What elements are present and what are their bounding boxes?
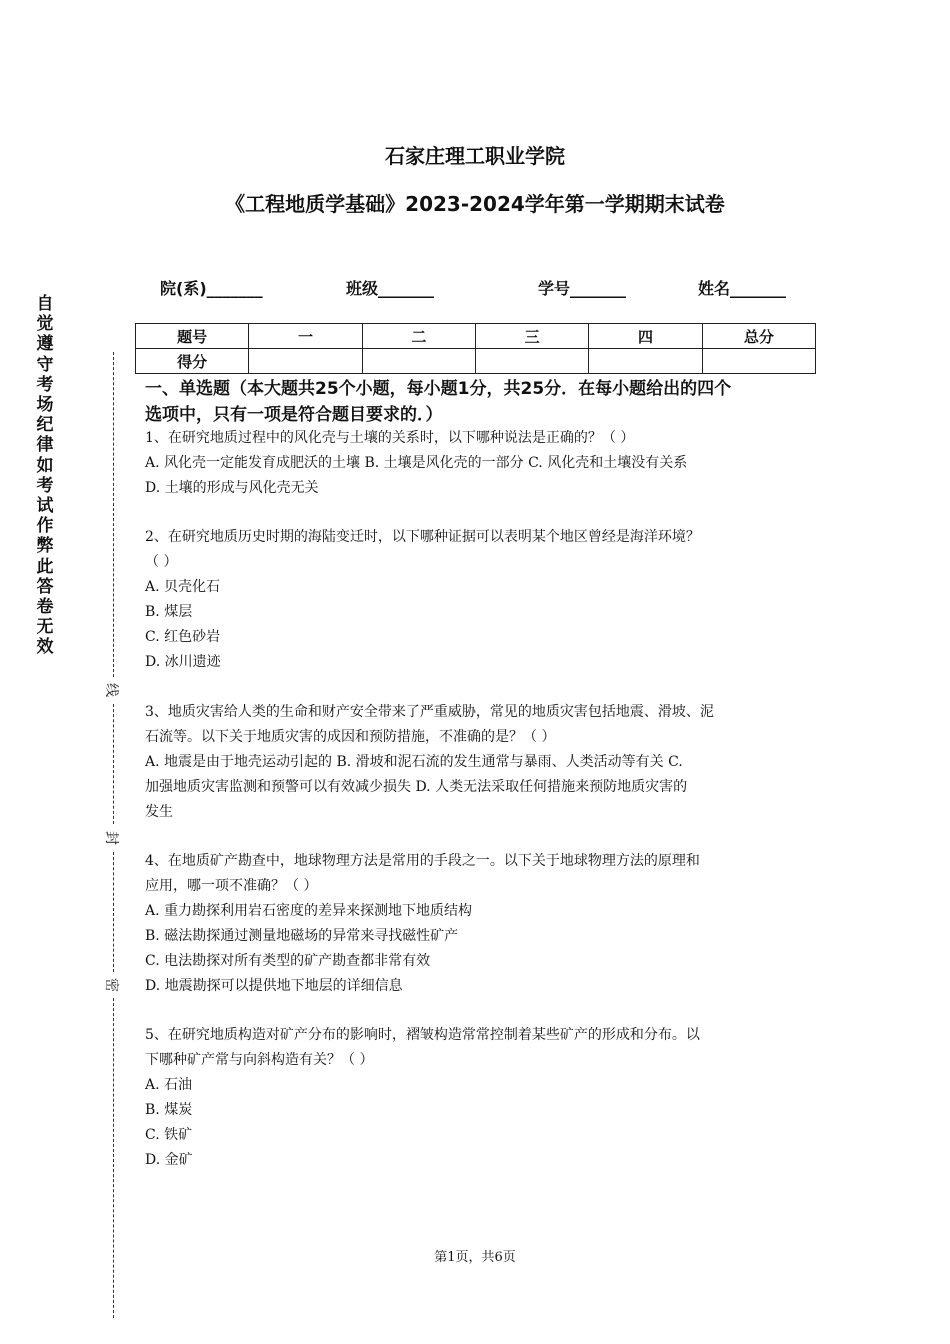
score-cell [249, 349, 362, 374]
score-table [135, 323, 816, 374]
score-cell [475, 349, 588, 374]
section-heading [145, 376, 825, 428]
score-table-header-cell: 三 [475, 324, 588, 349]
exam-discipline-warning: 自觉遵守考场纪律如考试作弊此答卷无效 [36, 294, 54, 658]
seal-dashed-line [113, 704, 114, 824]
section-heading-line: 选项中，只有一项是符合题目要求的．） [145, 405, 443, 425]
exam-title: 《工程地质学基础》2023-2024学年第一学期期末试卷 [225, 192, 725, 216]
question-5-option-a: A. 石油 [145, 1077, 193, 1093]
score-cell [702, 349, 815, 374]
score-table-header-cell: 总分 [702, 324, 815, 349]
question-1-options: D. 土壤的形成与风化壳无关 [145, 480, 319, 496]
school-name: 石家庄理工职业学院 [385, 144, 565, 168]
question-3-stem: 3、地质灾害给人类的生命和财产安全带来了严重威胁，常见的地质灾害包括地震、滑坡、泥 [145, 704, 714, 720]
question-5-option-c: C. 铁矿 [145, 1127, 193, 1143]
question-2-option-b: B. 煤层 [145, 604, 193, 620]
question-4-option-c: C. 电法勘探对所有类型的矿产勘查都非常有效 [145, 953, 431, 969]
page-number: 第1页，共6页 [434, 1250, 516, 1265]
question-4-option-b: B. 磁法勘探通过测量地磁场的异常来寻找磁性矿产 [145, 928, 459, 944]
question-2-stem: （ ） [145, 554, 178, 570]
score-table-header-cell: 一 [249, 324, 362, 349]
question-4-option-d: D. 地震勘探可以提供地下地层的详细信息 [145, 978, 403, 994]
seal-dashed-line [113, 998, 114, 1318]
seal-dashed-line [113, 352, 114, 677]
question-5-stem: 下哪种矿产常与向斜构造有关？（ ） [145, 1052, 374, 1068]
score-table-header-row [136, 324, 816, 349]
question-2-option-c: C. 红色砂岩 [145, 629, 221, 645]
section-heading-line: 一、单选题（本大题共25个小题，每小题1分，共25分．在每小题给出的四个 [145, 379, 732, 399]
seal-char-secret: 密 [103, 978, 119, 992]
question-3-options: A. 地震是由于地壳运动引起的 B. 滑坡和泥石流的发生通常与暴雨、人类活动等有关 C. [145, 754, 683, 770]
class-field: 班级_______ [346, 279, 435, 298]
score-table-header-cell: 四 [589, 324, 702, 349]
score-table-header-cell: 二 [362, 324, 475, 349]
score-table-score-row [136, 349, 816, 374]
question-1-stem: 1、在研究地质过程中的风化壳与土壤的关系时，以下哪种说法是正确的？（ ） [145, 430, 635, 446]
question-4-stem: 4、在地质矿产勘查中，地球物理方法是常用的手段之一。以下关于地球物理方法的原理和 [145, 853, 700, 869]
question-3-options: 加强地质灾害监测和预警可以有效减少损失 D. 人类无法采取任何措施来预防地质灾害的 [145, 779, 688, 795]
question-5-stem: 5、在研究地质构造对矿产分布的影响时，褶皱构造常常控制着某些矿产的形成和分布。以 [145, 1027, 700, 1043]
score-label-cell: 得分 [136, 349, 249, 374]
question-4-option-a: A. 重力勘探利用岩石密度的差异来探测地下地质结构 [145, 903, 473, 919]
question-2-stem: 2、在研究地质历史时期的海陆变迁时，以下哪种证据可以表明某个地区曾经是海洋环境？ [145, 529, 700, 545]
question-3-stem: 石流等。以下关于地质灾害的成因和预防措施，不准确的是？（ ） [145, 729, 556, 745]
question-1-options: A. 风化壳一定能发育成肥沃的土壤 B. 土壤是风化壳的一部分 C. 风化壳和土壤没有关系 [145, 455, 688, 471]
seal-char-line: 线 [103, 683, 119, 697]
question-4-stem: 应用，哪一项不准确？（ ） [145, 878, 318, 894]
question-2-option-a: A. 贝壳化石 [145, 579, 221, 595]
name-field: 姓名_______ [698, 279, 787, 298]
seal-dashed-line [113, 852, 114, 972]
question-2-option-d: D. 冰川遗迹 [145, 654, 221, 670]
department-field: 院(系)_______ [160, 279, 263, 298]
question-5-option-d: D. 金矿 [145, 1152, 193, 1168]
question-5-option-b: B. 煤炭 [145, 1102, 193, 1118]
score-table-header-cell: 题号 [136, 324, 249, 349]
seal-char-seal: 封 [103, 831, 119, 845]
score-cell [589, 349, 702, 374]
student-id-field: 学号_______ [538, 279, 627, 298]
question-3-options: 发生 [145, 804, 173, 820]
score-cell [362, 349, 475, 374]
